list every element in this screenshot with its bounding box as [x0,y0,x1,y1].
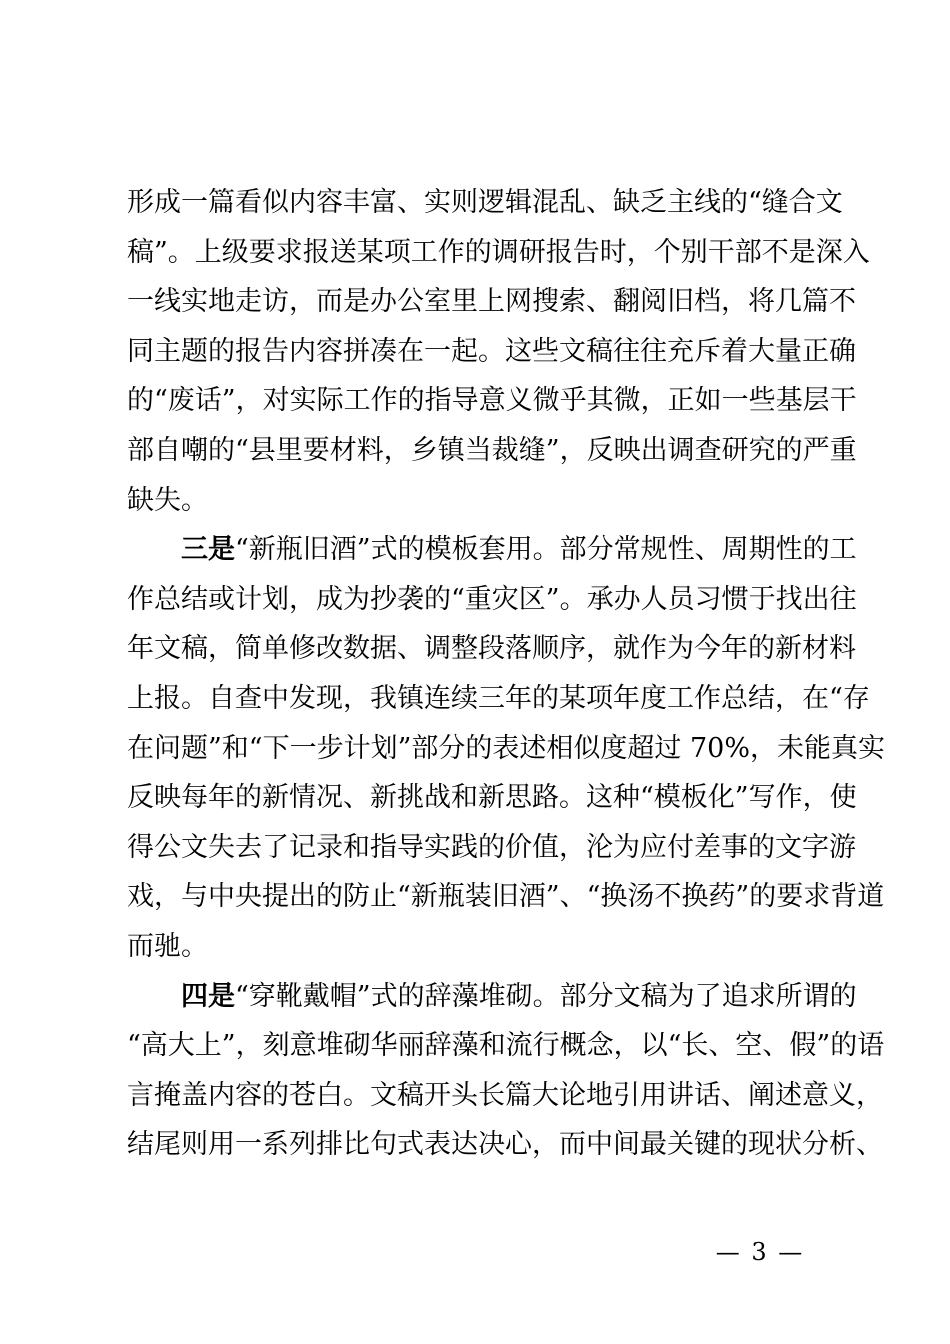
text-line: 部自嘲的“县里要材料，乡镇当裁缝”，反映出调查研究的严重 [127,434,857,466]
text-line: 戏，与中央提出的防止“新瓶装旧酒”、“换汤不换药”的要求背道 [127,881,885,913]
text-line: 稿”。上级要求报送某项工作的调研报告时，个别干部不是深入 [127,236,870,268]
paragraph-first-line [127,972,857,1022]
text-line: 反映每年的新情况、新挑战和新思路。这种“模板化”写作，使 [127,782,857,814]
paragraph-first-line [127,525,857,575]
text-line: 一线实地走访，而是办公室里上网搜索、翻阅旧档，将几篇不 [127,286,856,318]
text-line: 得公文失去了记录和指导实践的价值，沦为应付差事的文字游 [127,831,856,863]
text-line: 上报。自查中发现，我镇连续三年的某项年度工作总结，在“存 [127,682,870,714]
text-line: 言掩盖内容的苍白。文稿开头长篇大论地引用讲话、阐述意义， [127,1079,883,1111]
text-line: 而驰。 [127,930,208,962]
text-line: 形成一篇看似内容丰富、实则逻辑混乱、缺乏主线的“缝合文 [127,187,843,218]
paragraph-first-line-text: “穿靴戴帽”式的辞藻堆砌。部分文稿为了追求所谓的 [235,980,857,1012]
paragraph-continuation [127,178,870,525]
text-line: 同主题的报告内容拼凑在一起。这些文稿往往充斥着大量正确 [127,335,856,367]
text-line: 结尾则用一系列排比句式表达决心，而中间最关键的现状分析、 [127,1129,883,1161]
paragraph-lead: 三是 [181,534,235,566]
paragraph-lead: 四是 [181,980,235,1012]
paragraph-three [127,525,886,971]
text-line: 的“废话”，对实际工作的指导意义微乎其微，正如一些基层干 [127,385,857,417]
body-text [127,178,886,1170]
paragraph-four [127,972,885,1170]
text-line: 作总结或计划，成为抄袭的“重灾区”。承办人员习惯于找出往 [127,583,857,615]
paragraph-first-line-text: “新瓶旧酒”式的模板套用。部分常规性、周期性的工 [235,534,857,566]
text-line: 年文稿，简单修改数据、调整段落顺序，就作为今年的新材料 [127,633,856,665]
text-line: “高大上”，刻意堆砌华丽辞藻和流行概念，以“长、空、假”的语 [127,1030,885,1062]
page-number: — 3 — [715,1238,805,1266]
text-line: 在问题”和“下一步计划”部分的表述相似度超过 70%，未能真实 [127,732,886,764]
text-line: 缺失。 [127,484,208,516]
